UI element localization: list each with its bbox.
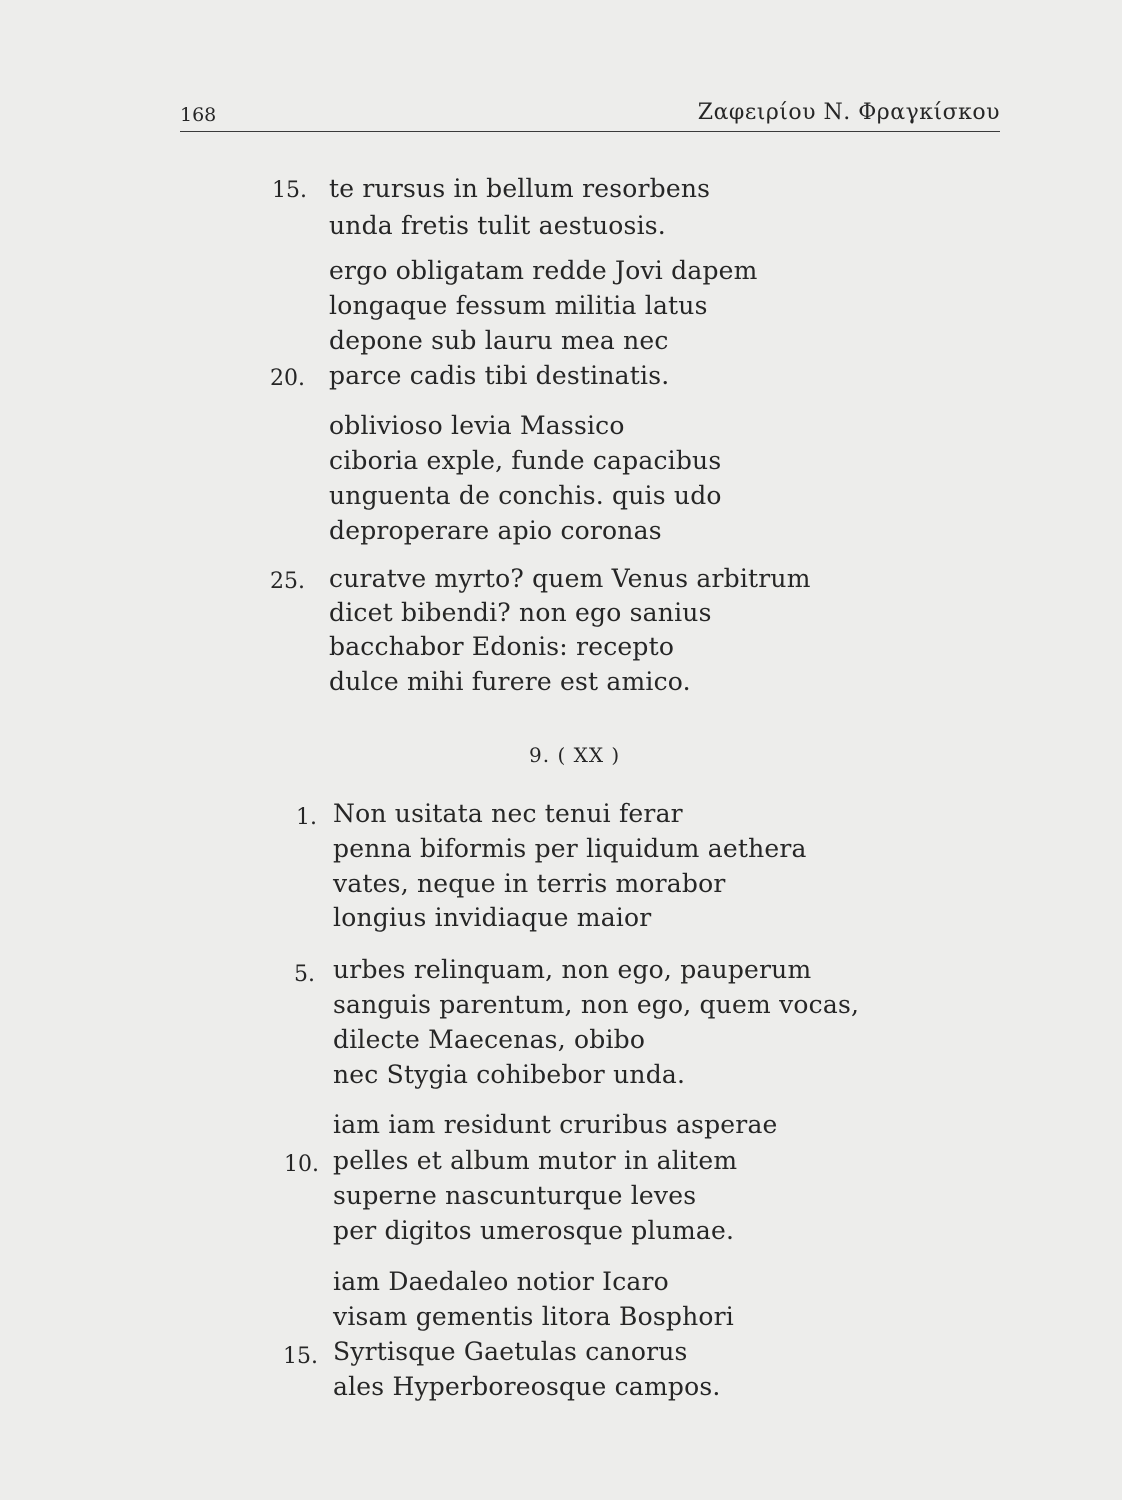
verse-line: parce cadis tibi destinatis.	[329, 361, 670, 390]
verse-line: nec Stygia cohibebor unda.	[333, 1060, 686, 1089]
verse-line: bacchabor Edonis: recepto	[329, 632, 675, 661]
verse-line: ergo obligatam redde Jovi dapem	[329, 256, 758, 285]
verse-line: superne nascunturque leves	[333, 1181, 697, 1210]
verse-line: dilecte Maecenas, obibo	[333, 1025, 646, 1054]
verse-line: penna biformis per liquidum aethera	[333, 834, 807, 863]
verse-line: ales Hyperboreosque campos.	[333, 1372, 721, 1401]
line-number: 10.	[284, 1152, 319, 1177]
running-title: Ζαφειρίου Ν. Φραγκίσκου	[697, 100, 1000, 125]
verse-line: deproperare apio coronas	[329, 516, 662, 545]
verse-line: longius invidiaque maior	[333, 903, 652, 932]
line-number: 1.	[296, 805, 317, 830]
page-header	[180, 98, 1000, 132]
line-number: 15.	[272, 178, 307, 203]
page-number: 168	[180, 104, 217, 126]
verse-line: unguenta de conchis. quis udo	[329, 481, 722, 510]
verse-line: per digitos umerosque plumae.	[333, 1216, 735, 1245]
verse-line: curatve myrto? quem Venus arbitrum	[329, 564, 811, 593]
verse-line: sanguis parentum, non ego, quem vocas,	[333, 990, 860, 1019]
verse-line: te rursus in bellum resorbens	[329, 174, 711, 203]
verse-line: dulce mihi furere est amico.	[329, 667, 691, 696]
verse-line: depone sub lauru mea nec	[329, 326, 669, 355]
verse-line: iam Daedaleo notior Icaro	[333, 1267, 669, 1296]
verse-line: ciboria exple, funde capacibus	[329, 446, 722, 475]
verse-line: oblivioso levia Massico	[329, 411, 625, 440]
line-number: 5.	[294, 962, 315, 987]
verse-line: visam gementis litora Bosphori	[333, 1302, 734, 1331]
line-number: 20.	[270, 366, 305, 391]
verse-line: urbes relinquam, non ego, pauperum	[333, 955, 812, 984]
line-number: 25.	[270, 569, 305, 594]
verse-line: unda fretis tulit aestuosis.	[329, 211, 666, 240]
verse-line: longaque fessum militia latus	[329, 291, 708, 320]
verse-line: dicet bibendi? non ego sanius	[329, 598, 712, 627]
header-rule	[180, 131, 1000, 132]
verse-line: Syrtisque Gaetulas canorus	[333, 1337, 688, 1366]
verse-line: vates, neque in terris morabor	[333, 869, 726, 898]
verse-line: iam iam residunt cruribus asperae	[333, 1110, 778, 1139]
verse-line: pelles et album mutor in alitem	[333, 1146, 738, 1175]
verse-line: Non usitata nec tenui ferar	[333, 799, 683, 828]
ode-heading: 9. ( XX )	[529, 743, 621, 767]
line-number: 15.	[283, 1344, 318, 1369]
